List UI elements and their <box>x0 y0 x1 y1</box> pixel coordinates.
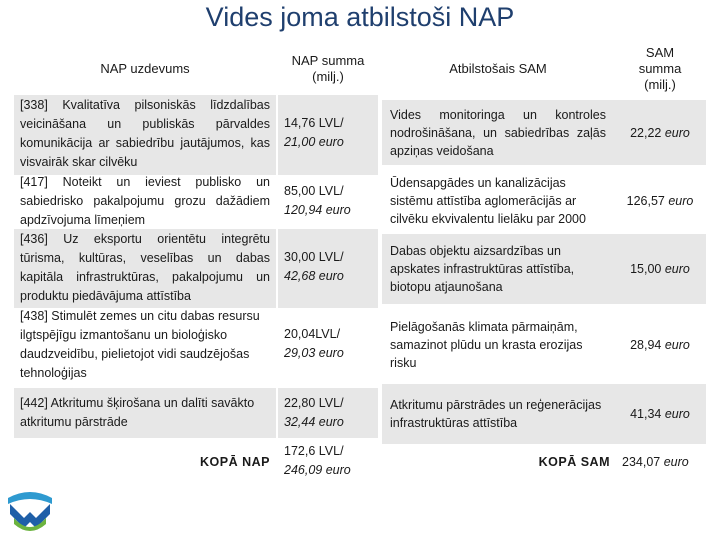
sam-header <box>382 45 614 93</box>
sam-total-value: 234,07 euro <box>622 455 689 469</box>
nap-sum-header-label: NAP summa (milj.) <box>291 53 365 84</box>
sam-sum-4: 28,94 euro <box>630 338 690 352</box>
sam-sum-2: 126,57 euro <box>626 193 694 208</box>
nap-sum-lvl: 20,04LVL/ <box>284 327 341 341</box>
nap-sum-eur: 120,94 euro <box>284 203 351 217</box>
sam-row-5: Atkritumu pārstrādes un reģenerācijas infrastruktūras attīstība <box>382 384 614 444</box>
nap-task-417: [417] Noteikt un ieviest publisko un sabiedrisko pakalpojumu grozu dažādiem apdzīvojuma līmeņiem <box>20 175 270 227</box>
sam-sum-header <box>614 45 706 93</box>
nap-total-eur: 246,09 euro <box>284 463 351 477</box>
nap-task-442: [442] Atkritumu šķirošana un dalīti savākto atkritumu pārstrāde <box>14 388 276 438</box>
sam-row-1: Vides monitoringa un kontroles nodrošināšana, un sabiedrības zaļās apziņas veidošana <box>382 100 614 165</box>
nap-total-lvl: 172,6 LVL/ <box>284 444 344 458</box>
nap-sum-header <box>278 50 378 88</box>
nap-sum-eur: 29,03 euro <box>284 346 344 360</box>
nap-task-header-label: NAP uzdevums <box>100 61 190 76</box>
nap-sum-436 <box>278 229 378 308</box>
nap-task-436: [436] Uz eksportu orientētu integrētu tūrisma, kultūras, veselības un dabas kapitāla infrastruktūras, pakalpojumu un produktu piedāvājuma attīstība <box>14 229 276 308</box>
nap-total-label: KOPĀ NAP <box>200 455 270 469</box>
nap-sum-438 <box>278 306 378 386</box>
sam-row-4: Pielāgošanās klimata pārmaiņām, samazinot plūdu un krasta erozijas risku <box>390 320 583 370</box>
nap-sum-338 <box>278 95 378 175</box>
nap-sum-442 <box>278 388 378 438</box>
nap-sum-417 <box>278 172 378 232</box>
nap-sum-lvl: 14,76 LVL/ <box>284 116 344 130</box>
sam-sum-3: 15,00 euro <box>614 234 706 304</box>
sam-total-label: KOPĀ SAM <box>538 455 610 469</box>
nap-total <box>14 442 378 482</box>
nap-sum-eur: 32,44 euro <box>284 415 344 429</box>
nap-sum-eur: 21,00 euro <box>284 135 344 149</box>
nap-task-header <box>14 50 276 88</box>
nap-sum-lvl: 30,00 LVL/ <box>284 250 344 264</box>
sam-row-3: Dabas objektu aizsardzības un apskates infrastruktūras attīstība, biotopu atjaunošana <box>382 234 614 304</box>
page-title: Vides joma atbilstoši NAP <box>205 2 515 32</box>
nap-sum-eur: 42,68 euro <box>284 269 344 283</box>
nap-task-338: [338] Kvalitatīva pilsoniskās līdzdalības veicināšana un publiskās pārvaldes komunikācija ar sabiedrību jautājumos, kas visvairāk skar cilvēku <box>14 95 276 175</box>
sam-header-label: Atbilstošais SAM <box>449 61 547 76</box>
sam-total <box>382 453 712 475</box>
nap-sum-lvl: 85,00 LVL/ <box>284 184 344 198</box>
sam-sum-header-label: SAM summa (milj.) <box>638 45 682 92</box>
sam-row-2: Ūdensapgādes un kanalizācijas sistēmu attīstība aglomerācijās ar cilvēku ekvivalentu lielāku par 2000 <box>390 175 586 226</box>
eu-funds-logo-icon <box>4 484 56 536</box>
sam-sum-1: 22,22 euro <box>614 100 706 165</box>
nap-task-438: [438] Stimulēt zemes un citu dabas resursu ilgtspējīgu izmantošanu un bioloģisko daudzveidību, pielietojot vidi saudzējošas tehnoloģijas <box>20 309 260 380</box>
nap-sum-lvl: 22,80 LVL/ <box>284 396 344 410</box>
sam-sum-5: 41,34 euro <box>614 384 706 444</box>
